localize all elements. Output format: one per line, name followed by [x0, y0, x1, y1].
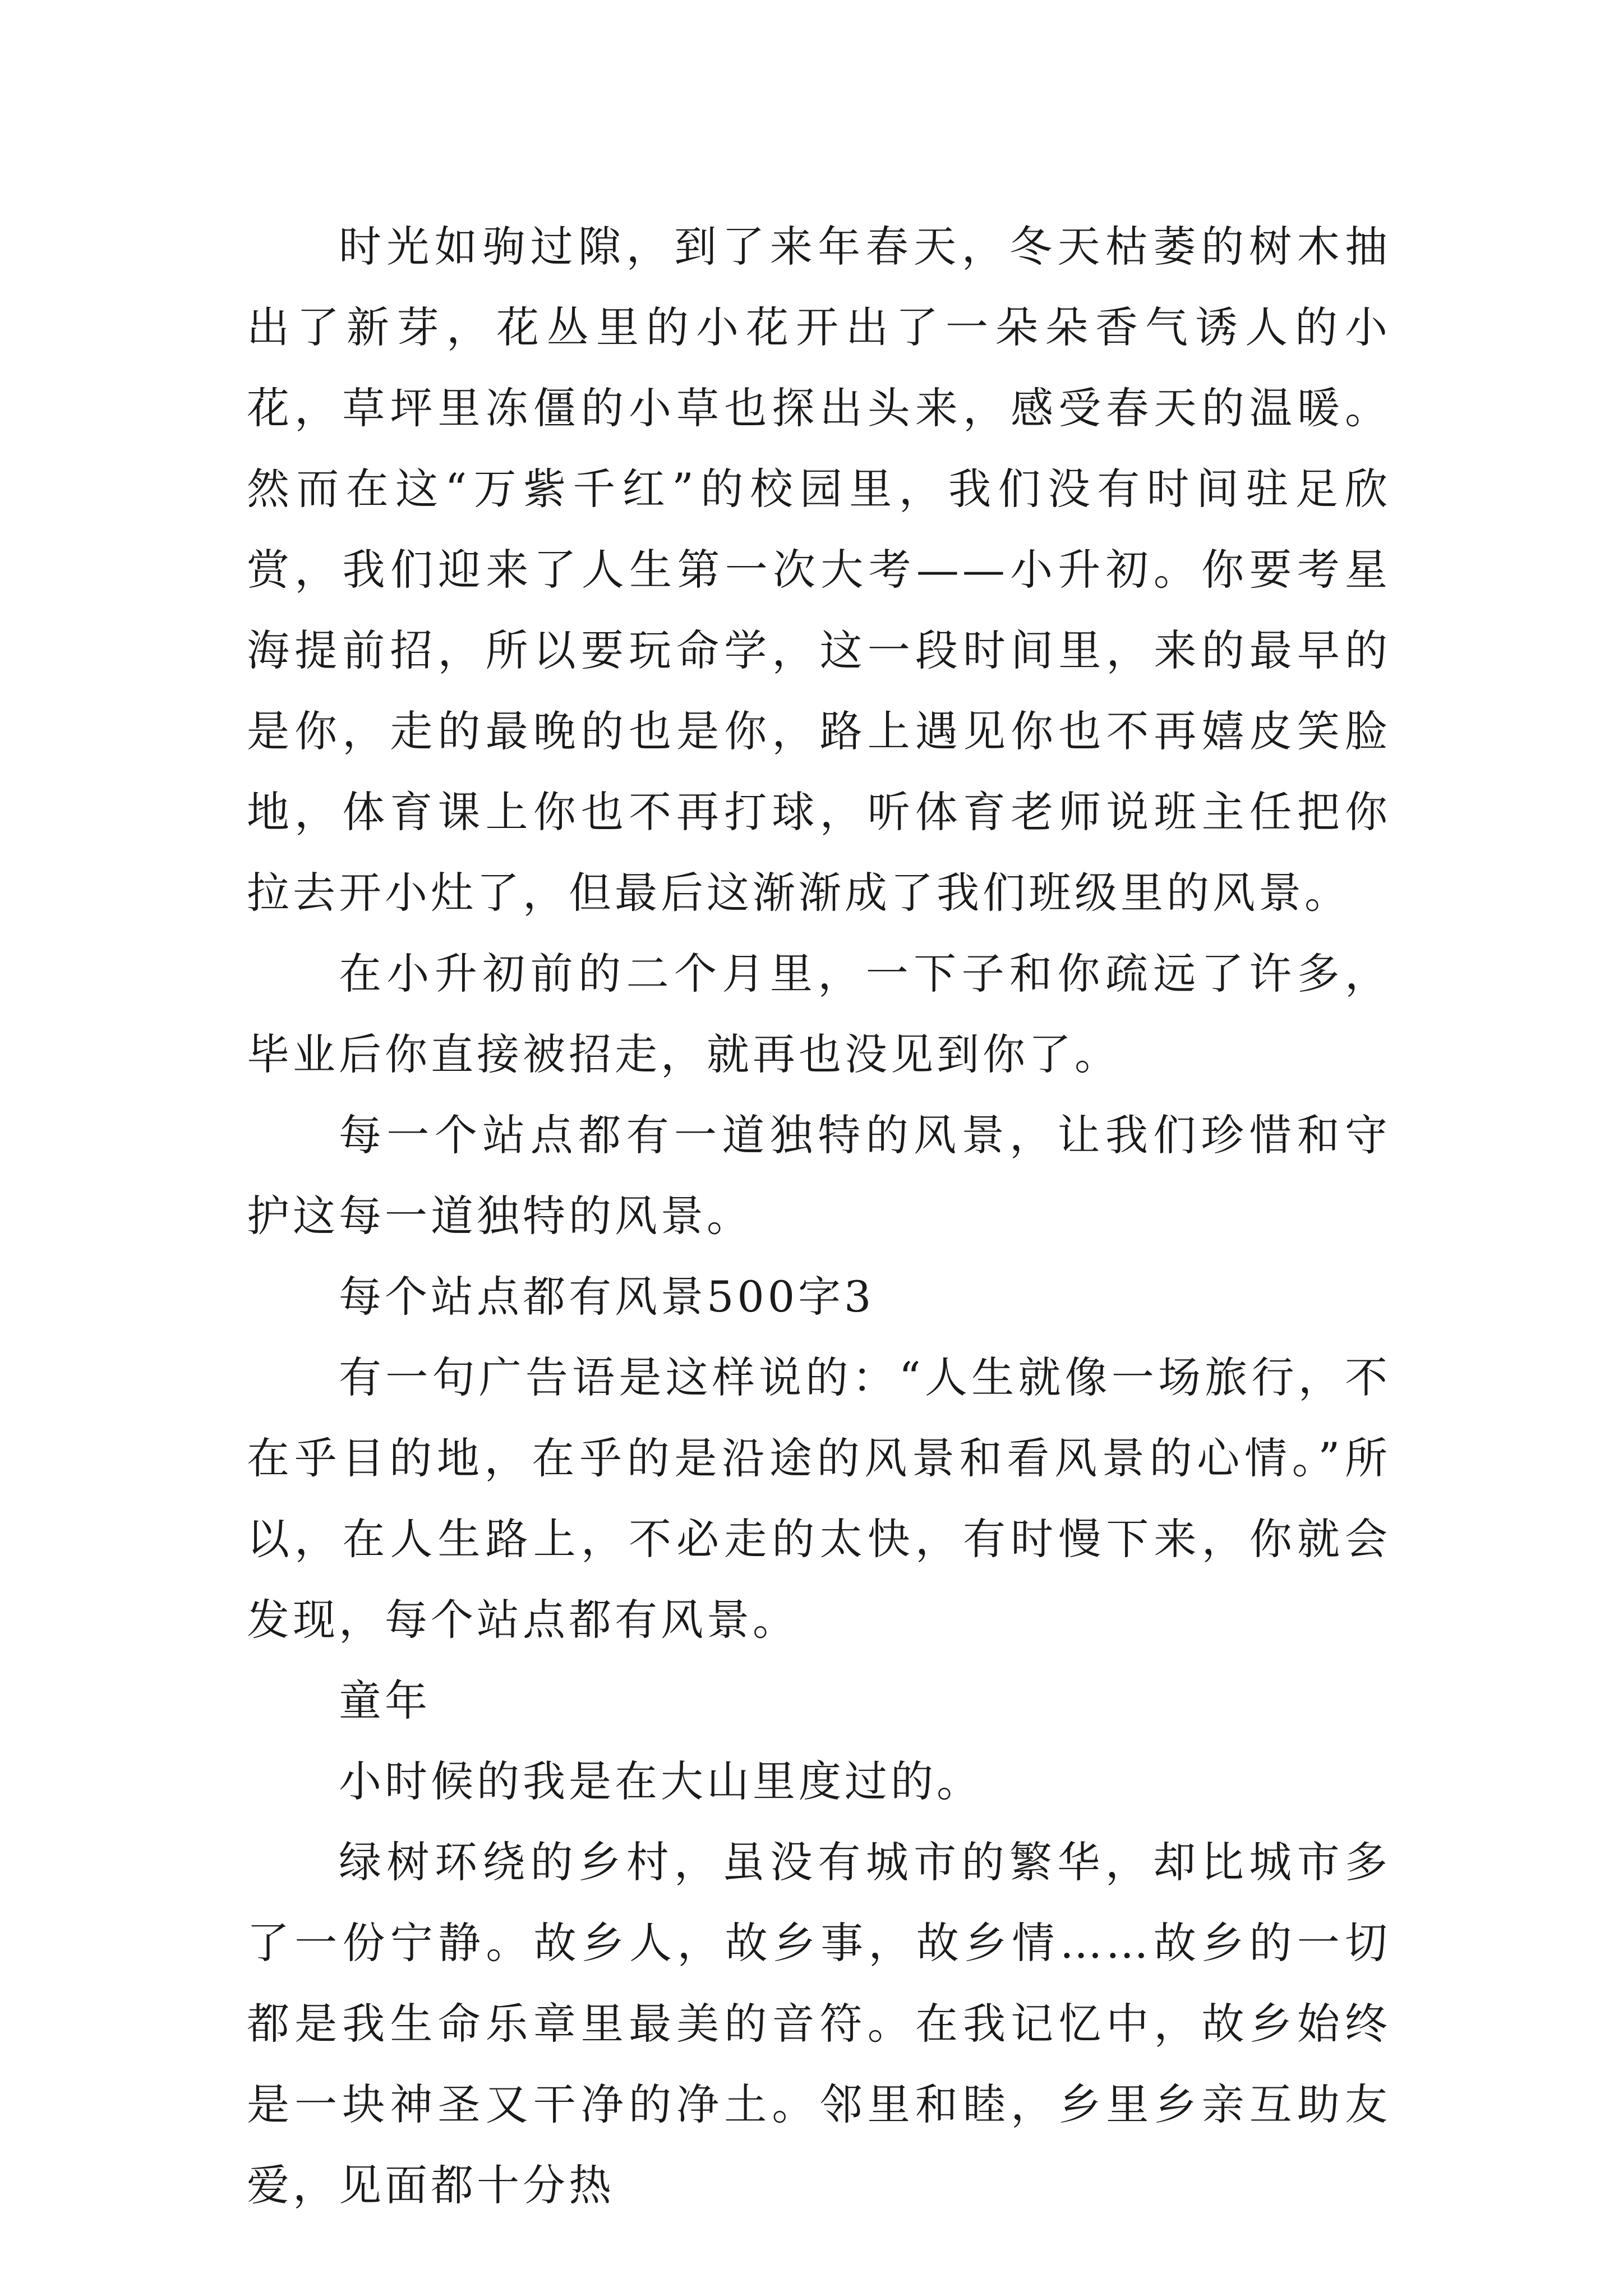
- paragraph-advertisement-quote: 有一句广告语是这样说的：“人生就像一场旅行，不在乎目的地，在乎的是沿途的风景和看风景的心情。”所以，在人生路上，不必走的太快，有时慢下来，你就会发现，每个站点都有风景。: [247, 1352, 1391, 1645]
- paragraph-mountain-childhood: 小时候的我是在大山里度过的。: [339, 1756, 983, 1806]
- paragraph-spring-exam: 时光如驹过隙，到了来年春天，冬天枯萎的树木抽出了新芽，花丛里的小花开出了一朵朵香气诱人的小花，草坪里冻僵的小草也探出头来，感受春天的温暖。然而在这“万紫千红”的校园里，我们没有时间驻足欣赏，我们迎来了人生第一次大考——小升初。你要考星海提前招，所以要玩命学，这一段时间里，来的最早的是你，走的最晚的也是你，路上遇见你也不再嬉皮笑脸地，体育课上你也不再打球，听体育老师说班主任把你拉去开小灶了，但最后这渐渐成了我们班级里的风景。: [247, 222, 1391, 918]
- subheading-childhood: 童年: [339, 1676, 431, 1726]
- paragraph-village-hometown: 绿树环绕的乡村，虽没有城市的繁华，却比城市多了一份宁静。故乡人，故乡事，故乡情……故乡的一切都是我生命乐章里最美的音符。在我记忆中，故乡始终是一块神圣又干净的净土。邻里和睦，乡里乡亲互助友爱，见面都十分热: [247, 1837, 1391, 2210]
- paragraph-drifted-apart: 在小升初前的二个月里，一下子和你疏远了许多，毕业后你直接被招走，就再也没见到你了。: [247, 949, 1391, 1079]
- document-body: [247, 206, 1391, 2226]
- paragraph-cherish-scenery: 每一个站点都有一道独特的风景，让我们珍惜和守护这每一道独特的风景。: [247, 1110, 1391, 1241]
- section-heading: 每个站点都有风景500字3: [339, 1272, 875, 1322]
